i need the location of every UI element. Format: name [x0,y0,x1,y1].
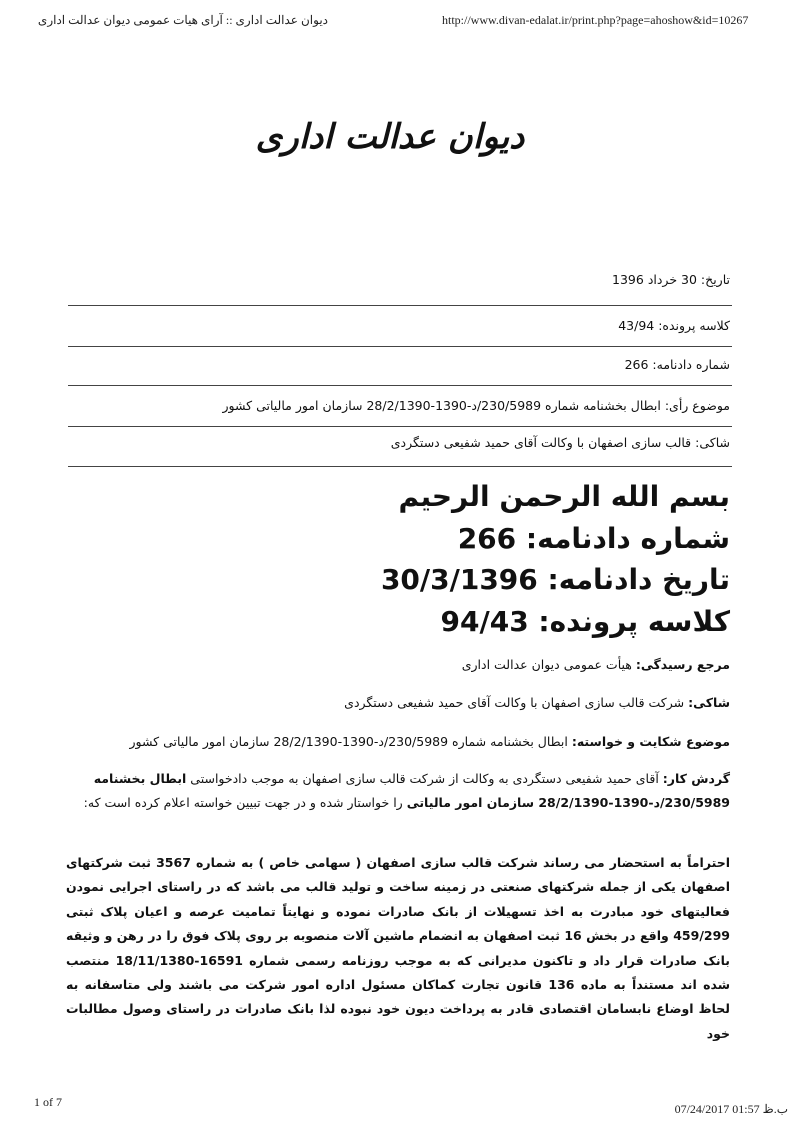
workflow-bold-1: ابطال بخشنامه 230/5989/د-1390-28/2/1390 سازمان امور مالیاتی [93,771,730,810]
print-header-url: http://www.divan-edalat.ir/print.php?page=ahoshow&id=10267 [442,13,749,27]
basmala-heading: بسم الله الرحمن الرحیم [398,480,730,513]
verdict-date-heading: تاریخ دادنامه: 30/3/1396 [380,563,730,596]
divider [68,346,732,347]
verdict-number-heading: شماره دادنامه: 266 [457,522,730,555]
plaintiff-line [344,695,730,710]
page-number: 1 of 7 [34,1095,62,1109]
workflow-text-1: آقای حمید شفیعی دستگردی به وکالت از شرکت قالب سازی اصفهان به موجب دادخواستی [186,771,663,786]
plaintiff-label: شاکی: [688,695,730,710]
divider [68,385,732,386]
logo-text: دیوان عدالت اداری [255,117,525,157]
meta-file-class: کلاسه پرونده: 43/94 [618,318,730,333]
meta-subject: موضوع رأی: ابطال بخشنامه شماره 230/5989/د-1390-28/2/1390 سازمان امور مالیاتی کشور [222,398,730,413]
workflow-paragraph [66,767,730,815]
complaint-value: ابطال بخشنامه شماره 230/5989/د-1390-28/2/1390 سازمان امور مالیاتی کشور [129,734,572,749]
divider [68,305,732,306]
authority-value: هیأت عمومی دیوان عدالت اداری [461,657,636,672]
plaintiff-value: شرکت قالب سازی اصفهان با وکالت آقای حمید شفیعی دستگردی [344,695,689,710]
meta-plaintiff: شاکی: قالب سازی اصفهان با وکالت آقای حمید شفیعی دستگردی [390,435,730,450]
meta-date: تاریخ: 30 خرداد 1396 [612,272,730,287]
print-timestamp: 07/24/2017 01:57 ب.ظ [674,1102,788,1116]
workflow-text-2: را خواستار شده و در جهت تبیین خواسته اعلام کرده است که: [83,795,407,810]
authority-label: مرجع رسیدگی: [635,657,730,672]
print-header-title: دیوان عدالت اداری :: آرای هیات عمومی دیوان عدالت اداری [37,13,328,27]
divider [68,466,732,467]
complaint-label: موضوع شکایت و خواسته: [571,734,730,749]
meta-verdict-no: شماره دادنامه: 266 [624,357,730,372]
divider [68,426,732,427]
complaint-line [130,734,730,749]
body-paragraph: احتراماً به استحضار می رساند شرکت قالب سازی اصفهان ( سهامی خاص ) به شماره 3567 ثبت شرکتهای اصفهان یکی از جمله شرکتهای صنعتی در زمینه ساخت و تولید قالب می باشد که در راستای اجرایی نمودن فعالیتهای خود مبادرت به اخذ تسهیلات از بانک صادرات نموده و نهایتاً تمامیت عرصه و اعیان پلاک ثبتی 459/299 واقع در بخش 16 ثبت اصفهان به انضمام ماشین آلات منصوبه بر روی پلاک فوق را در رهن و وثیقه بانک صادرات قرار داد و تاکنون مدیرانی که به موجب روزنامه رسمی شماره 16591-18/11/1380 منتصب شده اند مستنداً به ماده 136 قانون تجارت کماکان مسئول اداره امور شرکت می باشند ولی متاسفانه به لحاظ اوضاع نابسامان اقتصادی قادر به پرداخت دیون خود نبوده لذا بانک صادرات در راستای وصول مطالبات خود [66,855,730,1041]
authority-line [462,657,730,672]
workflow-label: گردش کار: [662,771,730,786]
file-class-heading: کلاسه پرونده: 94/43 [440,605,730,638]
divan-edalat-logo [250,108,530,170]
